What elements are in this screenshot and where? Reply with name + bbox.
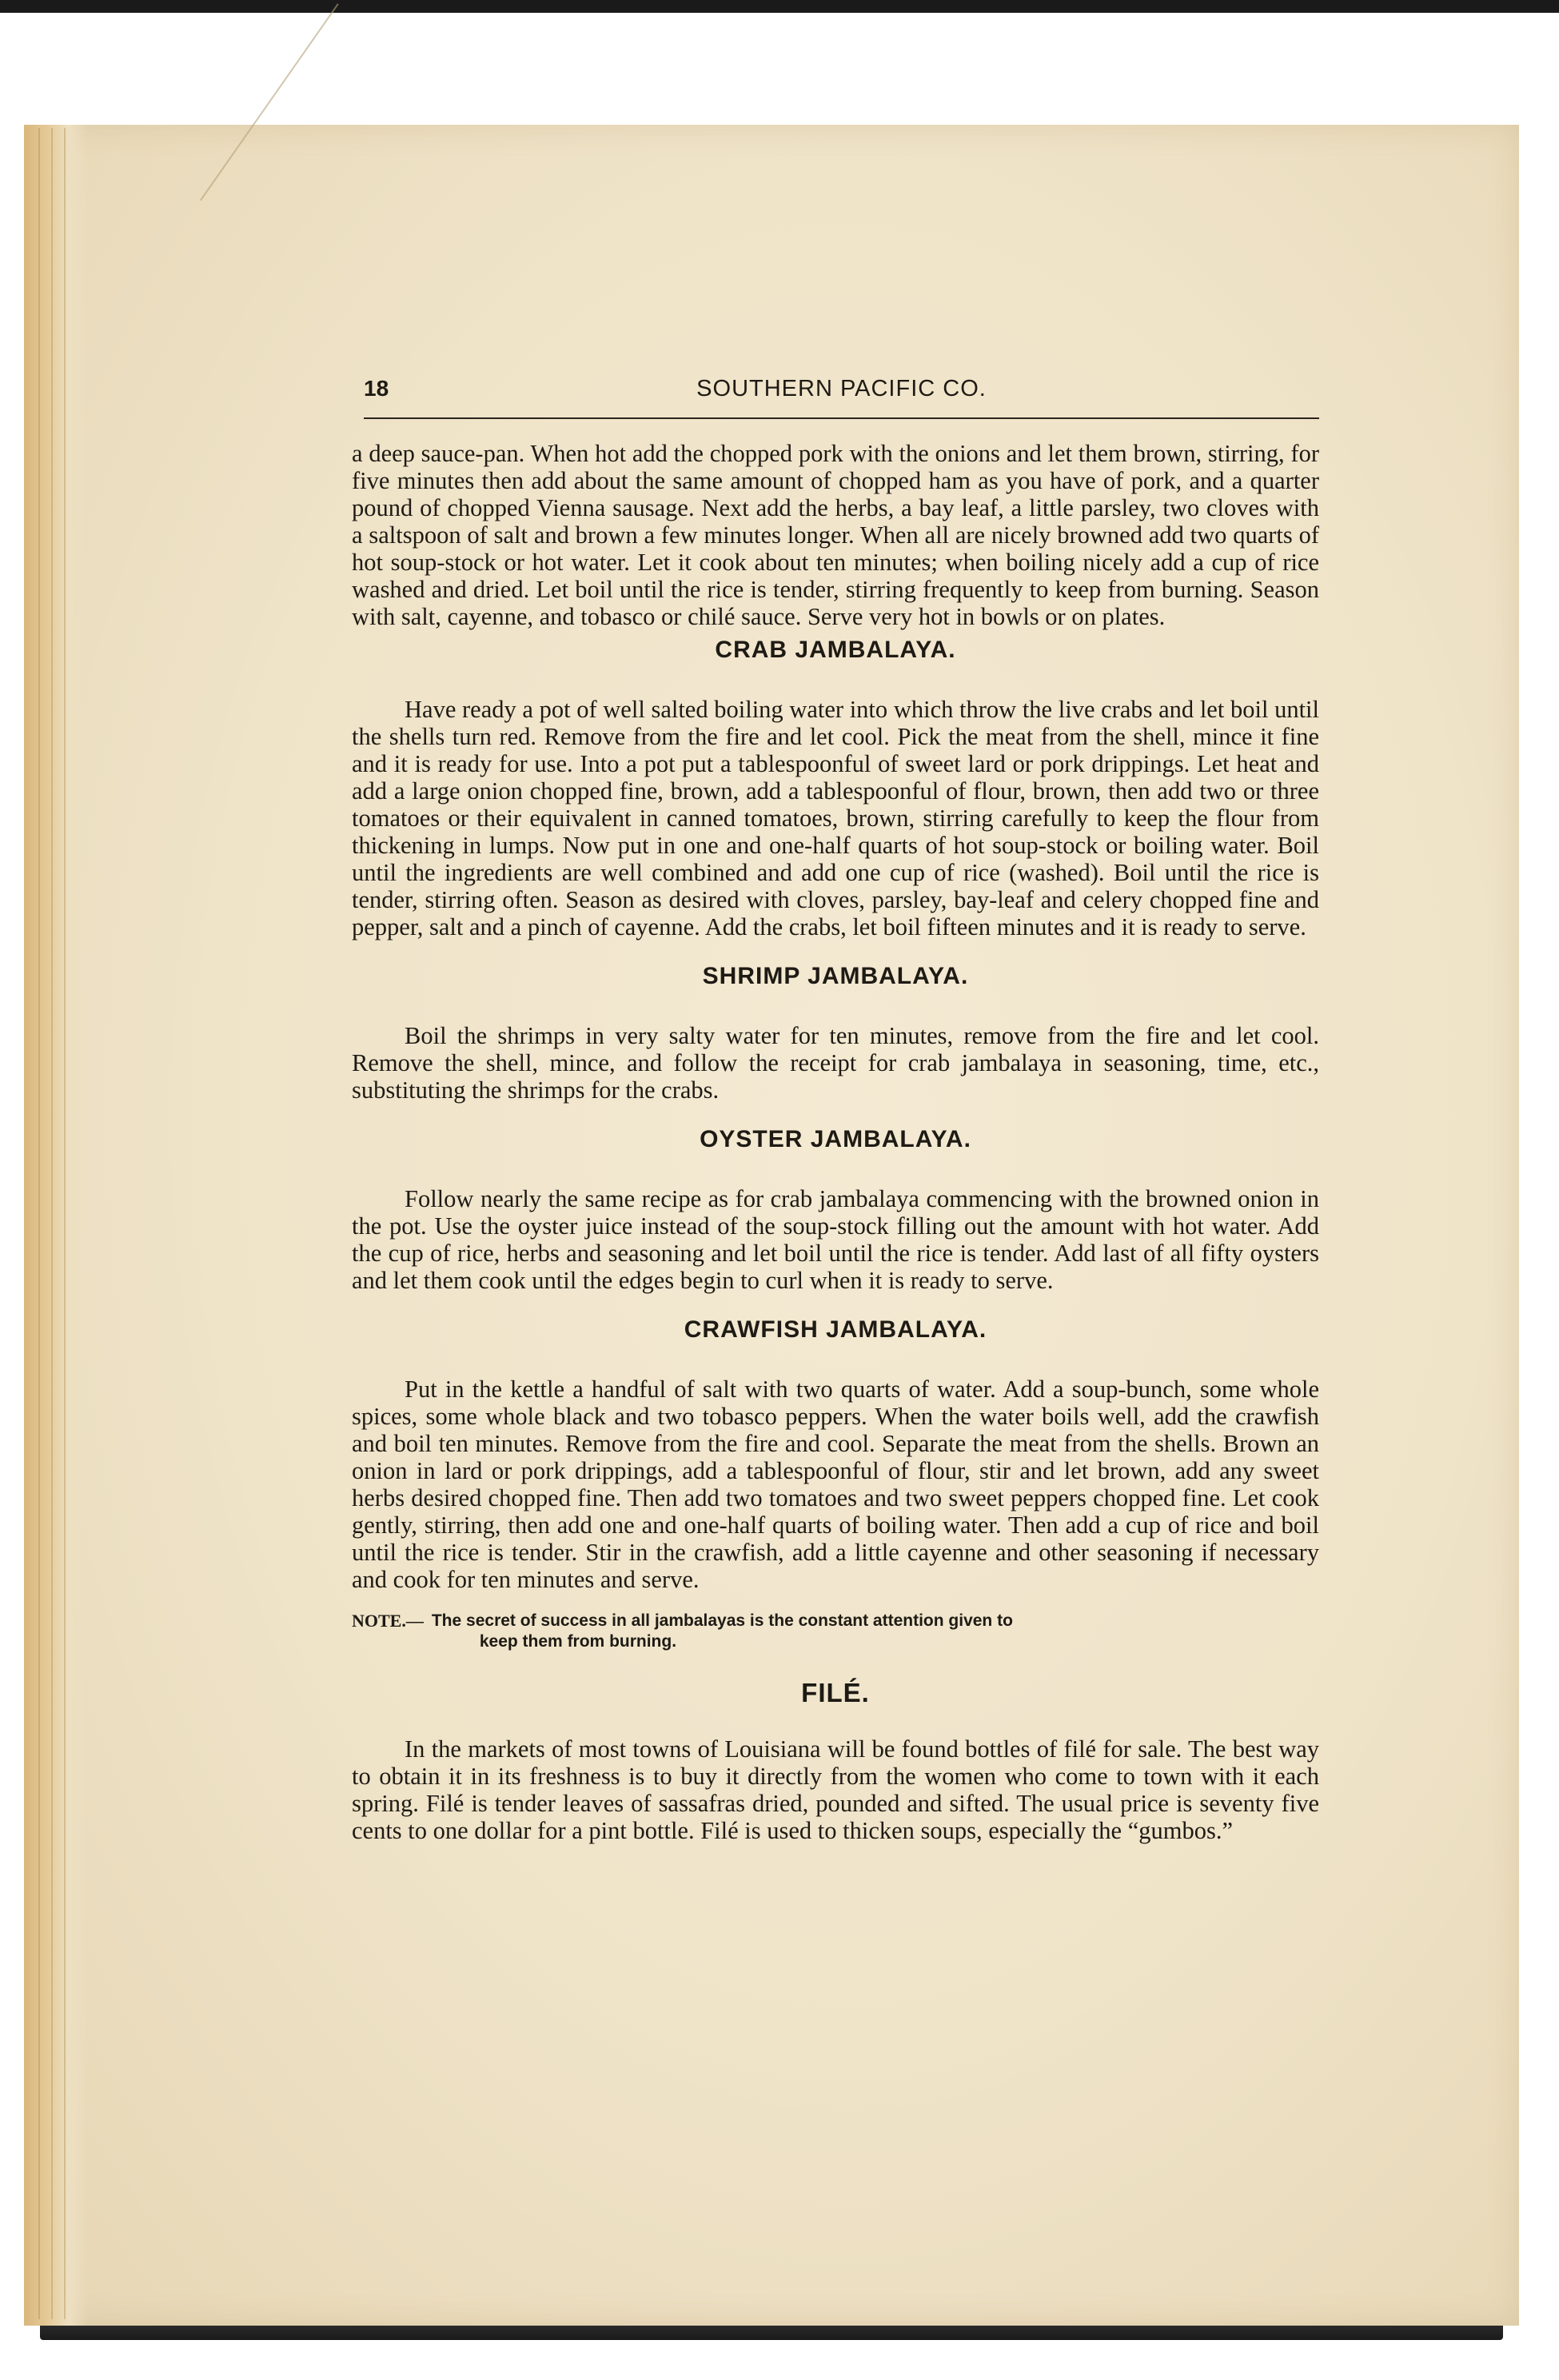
- page-edge-line: [51, 128, 53, 2319]
- crab-jambalaya-heading: CRAB JAMBALAYA.: [715, 637, 956, 663]
- note-label: NOTE.—: [352, 1611, 424, 1631]
- file-heading: FILÉ.: [801, 1678, 870, 1707]
- crab-jambalaya-text: Have ready a pot of well salted boiling water into which throw the live crabs and let boil until the shells turn red. Remove from the fire and let cool. Pick the meat from the shell, mince it fine and it is ready for use. Into a pot put a tablespoonful of sweet lard or pork drippings. Let heat and add a large onion chopped fine, brown, add a tablespoonful of flour, brown, then add two or three tomatoes or their equivalent in canned tomatoes, brown, stirring carefully to keep the flour from thickening in lumps. Now put in one and one-half quarts of hot soup-stock or boiling water. Boil until the ingredients are well combined and add one cup of rice (washed). Boil until the rice is tender, stirring often. Season as desired with cloves, parsley, bay-leaf and celery chopped fine and pepper, salt and a pinch of cayenne. Add the crabs, let boil fifteen minutes and it is ready to serve.: [352, 696, 1319, 940]
- crawfish-jambalaya-text: Put in the kettle a handful of salt with two quarts of water. Add a soup-bunch, some whole spices, some whole black and two tobasco peppers. When the water boils well, add the crawfish and boil ten minutes. Remove from the fire and cool. Separate the meat from the shells. Brown an onion in lard or pork drippings, add a tablespoonful of flour, stir and let brown, add any sweet herbs desired chopped fine. Then add two tomatoes and two sweet peppers chopped fine. Let cook gently, stirring, then add one and one-half quarts of boiling water. Then add a cup of rice and boil until the rice is tender. Stir in the crawfish, add a little cayenne and other seasoning if necessary and cook for ten minutes and serve.: [352, 1376, 1319, 1593]
- intro-paragraph: a deep sauce-pan. When hot add the chopped pork with the onions and let them brown, stirring, for five minutes then add about the same amount of chopped ham as you have of pork, and a quarter pound of chopped Vienna sausage. Next add the herbs, a bay leaf, a little parsley, two cloves with a saltspoon of salt and brown a few minutes longer. When all are nicely browned add two quarts of hot soup-stock or hot water. Let it cook about ten minutes; when boiling nicely add a cup of rice washed and dried. Let boil until the rice is tender, stirring frequently to keep from burning. Season with salt, cayenne, and tobasco or chilé sauce. Serve very hot in bowls or on plates.: [352, 440, 1319, 630]
- note-line-1: The secret of success in all jambalayas is the constant attention given to: [431, 1611, 1013, 1630]
- note-text: [432, 1611, 1319, 1652]
- page-header: [364, 376, 1319, 416]
- shrimp-jambalaya-heading: SHRIMP JAMBALAYA.: [702, 963, 969, 989]
- running-head: SOUTHERN PACIFIC CO.: [696, 376, 987, 401]
- shrimp-jambalaya-text: Boil the shrimps in very salty water for ten minutes, remove from the fire and let cool. Remove the shell, mince, and follow the receipt for crab jambalaya in seasoning, time, etc., substituting the shrimps for the crabs.: [352, 1022, 1319, 1104]
- note: [352, 1611, 1319, 1652]
- oyster-jambalaya-text: Follow nearly the same recipe as for crab jambalaya commencing with the browned onion in the pot. Use the oyster juice instead of the soup-stock filling out the amount with hot water. Add the cup of rice, herbs and seasoning and let boil until the rice is tender. Add last of all fifty oysters and let them cook until the edges begin to curl when it is ready to serve.: [352, 1185, 1319, 1294]
- file-text: In the markets of most towns of Louisiana will be found bottles of filé for sale. The best way to obtain it in its freshness is to buy it directly from the women who come to town with it each spring. Filé is tender leaves of sassafras dried, pounded and sifted. The usual price is seventy five cents to one dollar for a pint bottle. Filé is used to thicken soups, especially the “gumbos.”: [352, 1735, 1319, 1844]
- crawfish-jambalaya-heading: CRAWFISH JAMBALAYA.: [684, 1316, 987, 1343]
- oyster-jambalaya-heading: OYSTER JAMBALAYA.: [700, 1126, 971, 1152]
- scan-top-border: [0, 0, 1559, 13]
- page-number: 18: [364, 376, 389, 401]
- page-stack-edge: [24, 125, 88, 2326]
- page-edge-line: [38, 128, 40, 2319]
- note-line-2: keep them from burning.: [479, 1632, 677, 1651]
- header-rule: [364, 417, 1319, 419]
- page-content: [352, 440, 1319, 1844]
- page-edge-line: [64, 128, 66, 2319]
